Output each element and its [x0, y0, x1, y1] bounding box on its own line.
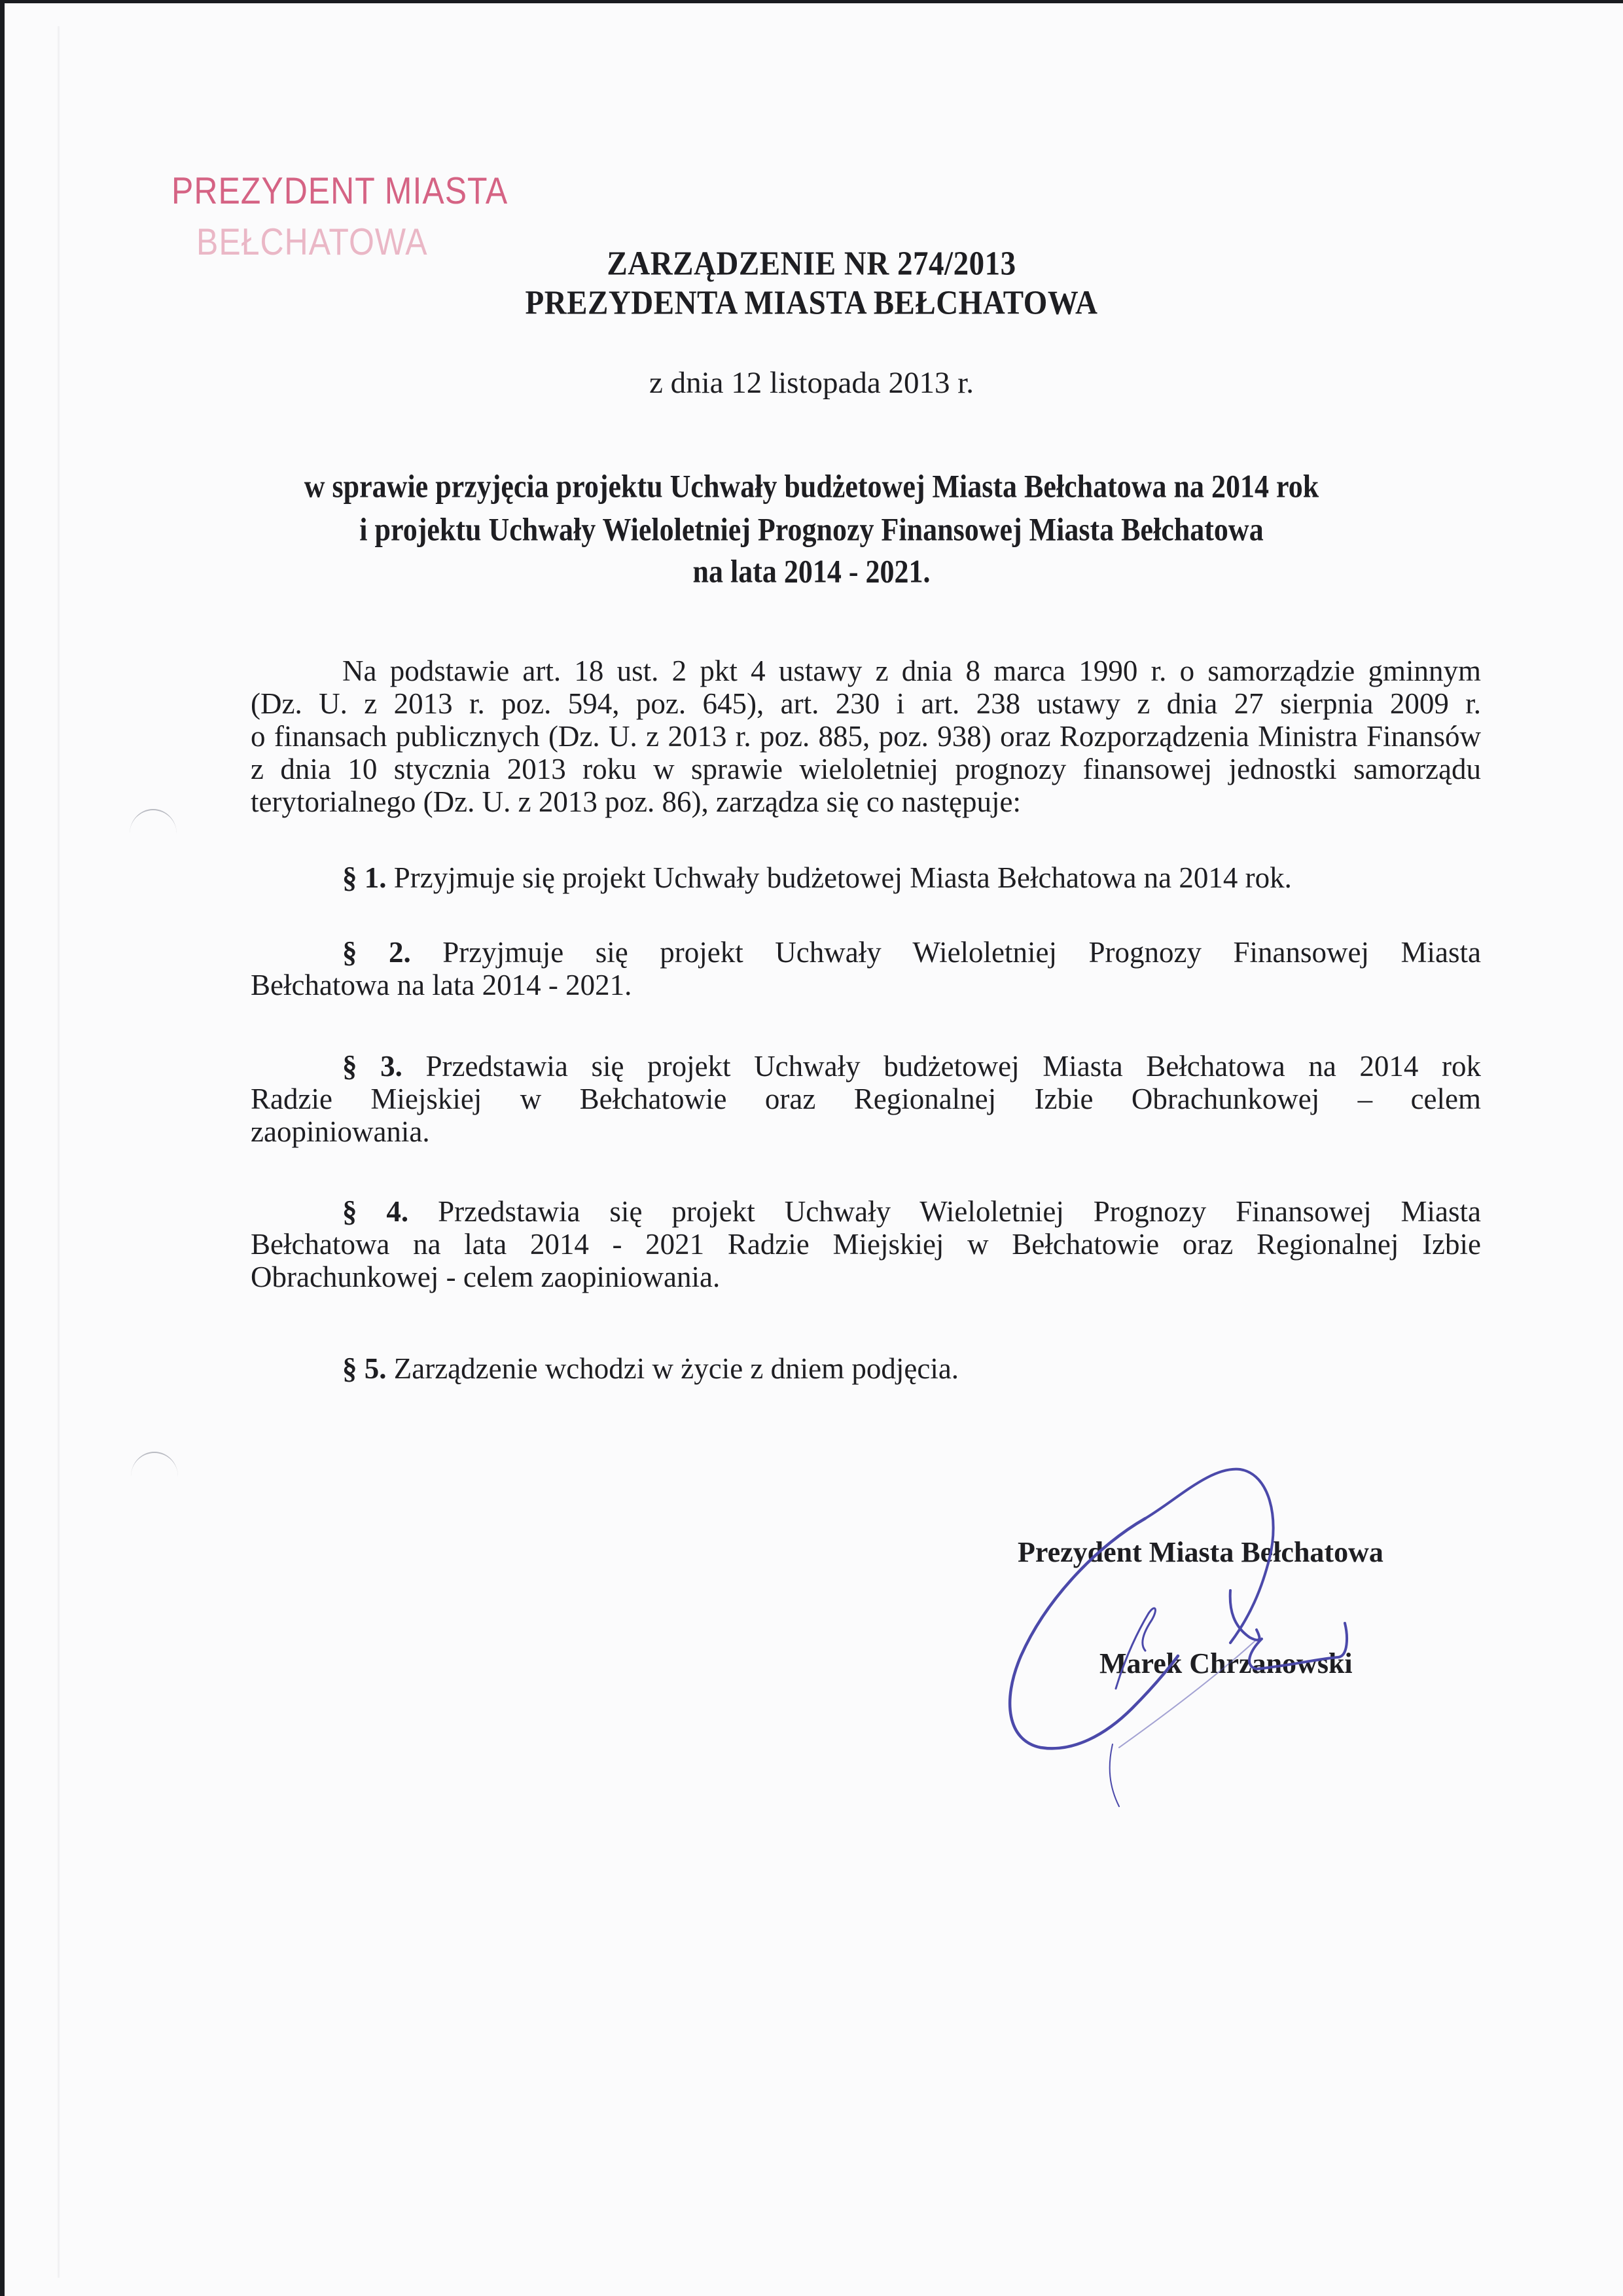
- signature-stroke: [1110, 1744, 1119, 1806]
- signature-stroke: [1010, 1518, 1178, 1748]
- section-3: [251, 1050, 1481, 1148]
- section-line: [251, 1352, 1481, 1385]
- subject-line: i projektu Uchwały Wieloletniej Prognozy Finansowej Miasta Bełchatowa: [359, 512, 1264, 548]
- section-text: Przedstawia się projekt Uchwały Wieloletniej Prognozy Finansowej Miasta: [438, 1195, 1482, 1228]
- section-line: [251, 861, 1481, 894]
- section-text: Przyjmuje się projekt Uchwały budżetowej Miasta Bełchatowa na 2014 rok.: [393, 861, 1292, 894]
- section-mark: § 3.: [342, 1050, 402, 1083]
- document-date: z dnia 12 listopada 2013 r.: [649, 366, 974, 400]
- signature-stroke: [1249, 1623, 1347, 1669]
- scan-border-top: [0, 0, 1623, 3]
- section-mark: § 4.: [342, 1195, 409, 1228]
- section-line: zaopiniowania.: [251, 1115, 430, 1148]
- section-mark: § 2.: [342, 936, 411, 969]
- preamble-line: terytorialnego (Dz. U. z 2013 poz. 86), zarządza się co następuje:: [251, 785, 1022, 818]
- document-issuer: PREZYDENTA MIASTA BEŁCHATOWA: [525, 284, 1098, 322]
- preamble-paragraph: [251, 655, 1481, 818]
- section-mark: § 1.: [342, 861, 387, 894]
- section-5: [251, 1352, 1481, 1385]
- signature-stroke: [1119, 1640, 1257, 1748]
- office-stamp-line1: PREZYDENT MIASTA: [171, 170, 508, 212]
- page-fold-line: [58, 26, 60, 2278]
- section-mark: § 5.: [342, 1352, 387, 1385]
- section-text: Przyjmuje się projekt Uchwały Wieloletniej Prognozy Finansowej Miasta: [442, 936, 1481, 969]
- preamble-line: z dnia 10 stycznia 2013 roku w sprawie wieloletniej prognozy finansowej jednostki samorządu: [251, 753, 1481, 785]
- punch-hole-mark: [131, 1452, 178, 1477]
- section-line: [251, 1195, 1481, 1228]
- section-line: [251, 936, 1481, 969]
- section-line: Radzie Miejskiej w Bełchatowie oraz Regionalnej Izbie Obrachunkowej – celem: [251, 1083, 1481, 1115]
- section-4: [251, 1195, 1481, 1293]
- scan-border-left: [0, 0, 5, 2296]
- preamble-line: Na podstawie art. 18 ust. 2 pkt 4 ustawy z dnia 8 marca 1990 r. o samorządzie gminnym: [342, 655, 1481, 687]
- punch-hole-mark: [130, 809, 177, 834]
- section-text: Zarządzenie wchodzi w życie z dniem podjęcia.: [393, 1352, 959, 1385]
- section-1: [251, 861, 1481, 894]
- preamble-line: (Dz. U. z 2013 r. poz. 594, poz. 645), art. 230 i art. 238 ustawy z dnia 27 sierpnia 2009 r.: [251, 687, 1481, 720]
- section-2: [251, 936, 1481, 1001]
- section-line: Bełchatowa na lata 2014 - 2021 Radzie Miejskiej w Bełchatowie oraz Regionalnej Izbie: [251, 1228, 1481, 1261]
- subject-line: w sprawie przyjęcia projektu Uchwały budżetowej Miasta Bełchatowa na 2014 rok: [304, 469, 1319, 505]
- section-line: Bełchatowa na lata 2014 - 2021.: [251, 969, 632, 1001]
- subject-line: na lata 2014 - 2021.: [692, 554, 931, 590]
- handwritten-signature: [982, 1440, 1440, 1833]
- document-title: ZARZĄDZENIE NR 274/2013: [607, 245, 1016, 283]
- office-stamp-line2-text: BEŁCHATOWA: [196, 221, 428, 263]
- signature-stroke: [1145, 1469, 1274, 1643]
- signatory-title: Prezydent Miasta Bełchatowa: [1018, 1536, 1383, 1568]
- section-text: Przedstawia się projekt Uchwały budżetowej Miasta Bełchatowa na 2014 rok: [425, 1050, 1481, 1083]
- signature-stroke: [1116, 1608, 1155, 1689]
- section-line: Obrachunkowej - celem zaopiniowania.: [251, 1261, 721, 1293]
- section-line: [251, 1050, 1481, 1083]
- preamble-line: o finansach publicznych (Dz. U. z 2013 r. poz. 885, poz. 938) oraz Rozporządzenia Ministra Finansów: [251, 720, 1481, 753]
- signatory-name: Marek Chrzanowski: [1099, 1647, 1353, 1679]
